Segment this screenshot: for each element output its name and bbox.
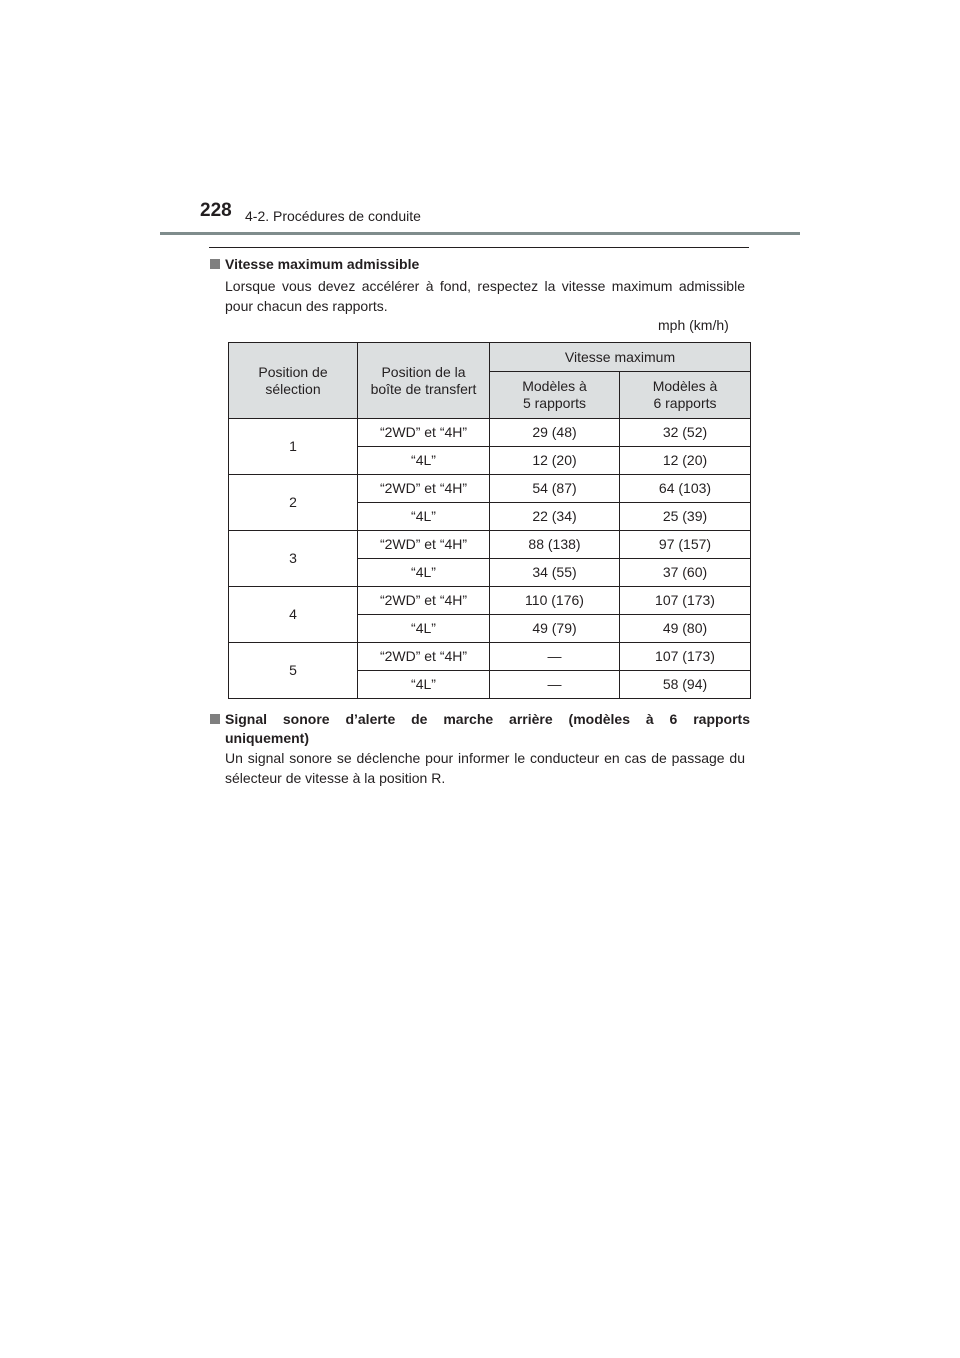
heading-reverse-alarm-line1: Signal sonore d’alerte de marche arrière (modèles à 6 rapports [210, 710, 750, 729]
table-row [229, 531, 751, 559]
heading-reverse-alarm-line2: uniquement) [225, 730, 309, 746]
speed-5-cell: 54 (87) [490, 475, 620, 503]
transfer-cell: “2WD” et “4H” [358, 531, 490, 559]
gear-cell: 2 [229, 475, 358, 531]
transfer-cell: “2WD” et “4H” [358, 419, 490, 447]
heading-reverse-alarm [210, 710, 750, 748]
speed-5-cell: 22 (34) [490, 503, 620, 531]
speed-table [228, 342, 751, 699]
transfer-cell: “2WD” et “4H” [358, 587, 490, 615]
table-row [229, 587, 751, 615]
speed-5-cell: 29 (48) [490, 419, 620, 447]
page-number: 228 [200, 200, 232, 221]
square-bullet-icon [210, 714, 220, 724]
speed-6-cell: 58 (94) [620, 671, 751, 699]
heading-max-speed-text: Vitesse maximum admissible [225, 256, 420, 272]
speed-6-cell: 97 (157) [620, 531, 751, 559]
gear-cell: 3 [229, 531, 358, 587]
transfer-cell: “4L” [358, 615, 490, 643]
transfer-cell: “4L” [358, 671, 490, 699]
header-max-speed: Vitesse maximum [490, 343, 751, 372]
header-rule [160, 232, 800, 235]
transfer-cell: “2WD” et “4H” [358, 475, 490, 503]
heading-max-speed [210, 256, 419, 272]
speed-5-cell: — [490, 643, 620, 671]
table-row [229, 419, 751, 447]
sub-rule [209, 247, 749, 248]
speed-5-cell: 88 (138) [490, 531, 620, 559]
gear-cell: 1 [229, 419, 358, 475]
speed-5-cell: 34 (55) [490, 559, 620, 587]
paragraph-max-speed: Lorsque vous devez accélérer à fond, respectez la vitesse maximum admissible pour chacun des rapports. [225, 278, 745, 314]
speed-5-cell: 110 (176) [490, 587, 620, 615]
speed-6-cell: 107 (173) [620, 643, 751, 671]
speed-6-cell: 107 (173) [620, 587, 751, 615]
speed-6-cell: 32 (52) [620, 419, 751, 447]
transfer-cell: “2WD” et “4H” [358, 643, 490, 671]
speed-6-cell: 37 (60) [620, 559, 751, 587]
speed-5-cell: — [490, 671, 620, 699]
table-row [229, 475, 751, 503]
section-title: 4-2. Procédures de conduite [245, 208, 421, 224]
transfer-cell: “4L” [358, 559, 490, 587]
square-bullet-icon [210, 259, 220, 269]
transfer-cell: “4L” [358, 447, 490, 475]
speed-6-cell: 64 (103) [620, 475, 751, 503]
header-6-speed: Modèles à 6 rapports [620, 372, 751, 419]
units-label: mph (km/h) [658, 317, 729, 333]
gear-cell: 4 [229, 587, 358, 643]
speed-5-cell: 49 (79) [490, 615, 620, 643]
transfer-cell: “4L” [358, 503, 490, 531]
header-5-speed: Modèles à 5 rapports [490, 372, 620, 419]
header-selection: Position de sélection [229, 343, 358, 419]
speed-6-cell: 49 (80) [620, 615, 751, 643]
speed-5-cell: 12 (20) [490, 447, 620, 475]
header-transfer: Position de la boîte de transfert [358, 343, 490, 419]
paragraph-reverse-alarm: Un signal sonore se déclenche pour informer le conducteur en cas de passage du sélecteur de vitesse à la position R. [225, 750, 745, 786]
speed-6-cell: 12 (20) [620, 447, 751, 475]
speed-6-cell: 25 (39) [620, 503, 751, 531]
gear-cell: 5 [229, 643, 358, 699]
table-row [229, 643, 751, 671]
